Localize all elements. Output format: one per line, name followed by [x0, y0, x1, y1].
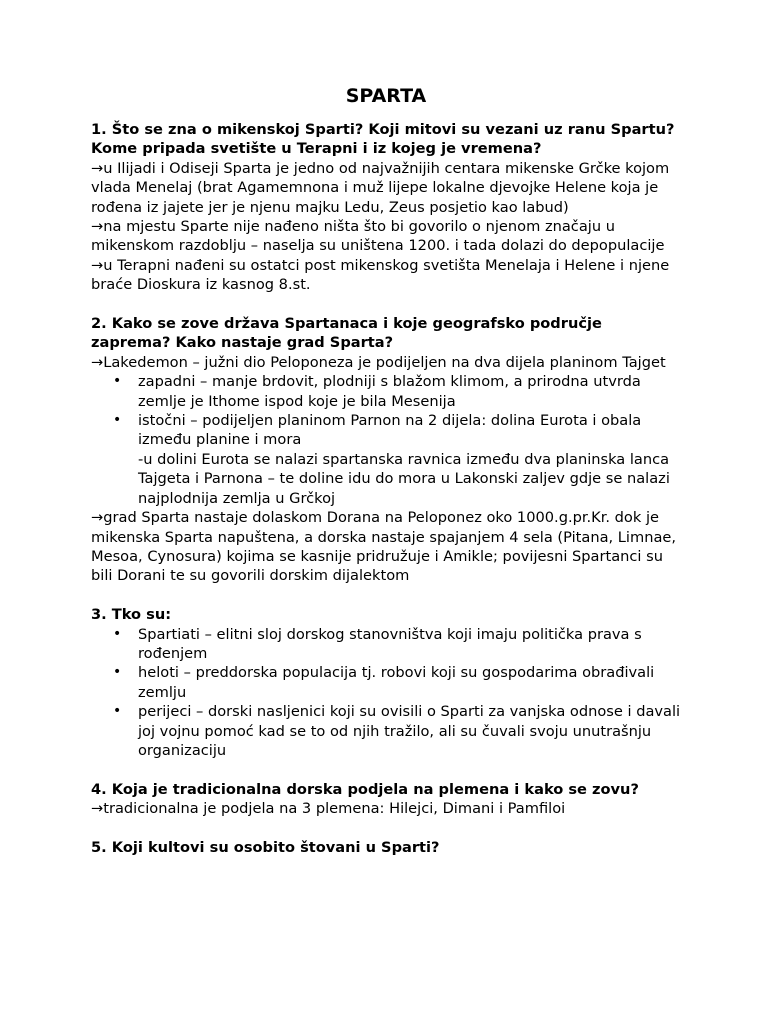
answer-1-2: →na mjestu Sparte nije nađeno ništa što bi govorilo o njenom značaju u mikenskom razdoblju – naselja su uništena 1200. i tada dolazi do depopulacije [91, 218, 665, 255]
arrow-icon: → [91, 256, 104, 274]
document-title: SPARTA [345, 85, 427, 107]
section-4 [91, 780, 681, 819]
section-3 [91, 605, 681, 760]
answer-1-3: →u Terapni nađeni su ostatci post mikenskog svetišta Menelaja i Helene i njene braće Dioskura iz kasnog 8.st. [91, 256, 670, 294]
spacer [91, 586, 681, 605]
bullet-list [91, 372, 681, 508]
document-page [91, 84, 681, 857]
section-5 [91, 838, 681, 857]
spacer [91, 295, 681, 314]
arrow-icon: → [91, 353, 104, 371]
list-item: • zapadni – manje brdovit, plodniji s blažom klimom, a prirodna utvrda zemlje je Ithome ispod koje je bila Mesenija [113, 373, 641, 410]
answer-2-1: →Lakedemon – južni dio Peloponeza je podijeljen na dva dijela planinom Tajget [91, 353, 666, 371]
arrow-icon: → [91, 159, 104, 177]
arrow-icon: → [91, 800, 104, 818]
bullet-icon: • [113, 625, 122, 642]
question-3: 3. Tko su: [91, 606, 172, 624]
arrow-icon: → [91, 218, 104, 236]
question-4: 4. Koja je tradicionalna dorska podjela na plemena i kako se zovu? [91, 780, 639, 798]
question-5: 5. Koji kultovi su osobito štovani u Sparti? [91, 838, 440, 856]
bullet-icon: • [113, 373, 122, 390]
spacer [91, 760, 681, 779]
answer-2-2: →grad Sparta nastaje dolaskom Dorana na Peloponez oko 1000.g.pr.Kr. dok je mikenska Sparta napuštena, a dorska nastaje spajanjem 4 sela (Pitana, Limnae, Mesoa, Cynosura) kojima se kasnije pridružuje i Amikle; povijesni Spartanci su bili Dorani te su govorili dorskim dijalektom [91, 509, 677, 585]
question-1: 1. Što se zna o mikenskoj Sparti? Koji mitovi su vezani uz ranu Spartu? Kome pripada svetište u Terapni i iz kojeg je vremena? [91, 121, 675, 158]
section-2 [91, 314, 681, 586]
question-2: 2. Kako se zove država Spartanaca i koje geografsko područje zaprema? Kako nastaje grad Sparta? [91, 315, 602, 352]
arrow-icon: → [91, 509, 104, 527]
bullet-icon: • [113, 412, 122, 429]
list-item: • istočni – podijeljen planinom Parnon na 2 dijela: dolina Eurota i obala između planine i mora -u dolini Eurota se nalazi spartanska ravnica između dva planinska lanca Tajgeta i Parnona – te doline idu do mora u Lakonski zaljev gdje se nalazi najplodnija zemlja u Grčkoj [91, 411, 681, 508]
list-item: • perijeci – dorski nasljenici koji su ovisili o Sparti za vanjska odnose i davali joj vojnu pomoć kad se to od njih tražilo, ali su čuvali svoju unutrašnju organizaciju [113, 703, 681, 759]
section-1 [91, 120, 681, 295]
answer-4-1: →tradicionalna je podjela na 3 plemena: Hilejci, Dimani i Pamfiloi [91, 800, 566, 818]
bullet-icon: • [113, 703, 122, 720]
answer-1-1: →u Ilijadi i Odiseji Sparta je jedno od najvažnijih centara mikenske Grčke kojom vlada Menelaj (brat Agamemnona i muž lijepe lokalne djevojke Helene koja je rođena iz jajete jer je njenu majku Ledu, Zeus posjetio kao labud) [91, 159, 670, 216]
list-item-subtext: -u dolini Eurota se nalazi spartanska ravnica između dva planinska lanca Tajgeta i Parnona – te doline idu do mora u Lakonski zaljev gdje se nalazi najplodnija zemlja u Grčkoj [138, 450, 670, 507]
bullet-icon: • [113, 664, 122, 681]
spacer [91, 819, 681, 838]
bullet-list [91, 625, 681, 761]
list-item: • heloti – preddorska populacija tj. robovi koji su gospodarima obrađivali zemlju [113, 664, 655, 701]
list-item: • Spartiati – elitni sloj dorskog stanovništva koji imaju politička prava s rođenjem [113, 625, 642, 662]
